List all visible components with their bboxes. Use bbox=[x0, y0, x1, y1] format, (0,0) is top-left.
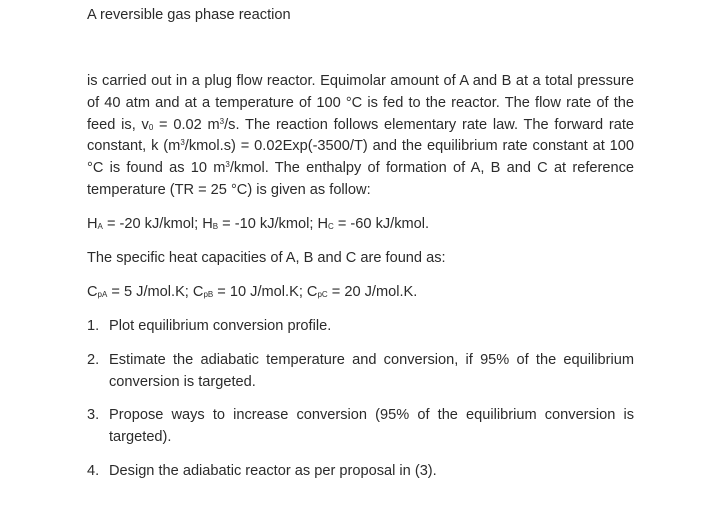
problem-description bbox=[87, 71, 634, 202]
list-item-number: 2. bbox=[87, 352, 100, 368]
problem-title: A reversible gas phase reaction bbox=[87, 7, 291, 23]
subscript-v0: 0 bbox=[148, 122, 154, 132]
description-text-5: /kmol. The enthalpy of formation of A, B and C at reference temperature (TR = 25 °C) is given as follow: bbox=[87, 160, 634, 198]
list-item-text: Plot equilibrium conversion profile. bbox=[109, 318, 332, 334]
description-text-2: = 0.02 m bbox=[153, 116, 220, 133]
list-item bbox=[87, 404, 634, 448]
list-item-text: Propose ways to increase conversion (95% of the equilibrium conversion is targeted). bbox=[109, 407, 634, 445]
list-item bbox=[87, 315, 634, 337]
superscript-cubed-1: 3 bbox=[219, 116, 225, 126]
description-text-4: /kmol.s) = 0.02Exp(-3500/T) and the equilibrium rate constant at 100 °C is found as 10 m bbox=[87, 138, 634, 177]
list-item-number: 3. bbox=[87, 407, 100, 423]
heat-capacity-intro: The specific heat capacities of A, B and C are found as: bbox=[87, 250, 446, 266]
list-item-text: Design the adiabatic reactor as per proposal in (3). bbox=[109, 463, 437, 479]
list-item-text: Estimate the adiabatic temperature and conversion, if 95% of the equilibrium conversion is targeted. bbox=[109, 352, 634, 390]
superscript-cubed-2: 3 bbox=[180, 138, 185, 148]
heat-capacity-values: $C_{pA} = 5$ J/mol.K; $C_{pB} = 10$ J/mol.K; $C_{pC} = 20$ J/mol.K. bbox=[87, 284, 418, 300]
enthalpy-values: $H_A = -20$ kJ/kmol; $H_B = -10$ kJ/kmol; $H_C = -60$ kJ/kmol. bbox=[87, 216, 430, 232]
description-text-1: is carried out in a plug flow reactor. Equimolar amount of A and B at a total pressure of 40 atm and at a temperature of 100 °C is fed to the reactor. The flow rate of the feed is, v bbox=[87, 73, 634, 133]
list-item bbox=[87, 349, 634, 393]
list-item-number: 1. bbox=[87, 318, 100, 334]
list-item bbox=[87, 460, 634, 482]
list-item-number: 4. bbox=[87, 463, 100, 479]
description-text-3: /s. The reaction follows elementary rate law. The forward rate constant, k (m bbox=[87, 116, 635, 155]
superscript-cubed-3: 3 bbox=[225, 160, 230, 170]
